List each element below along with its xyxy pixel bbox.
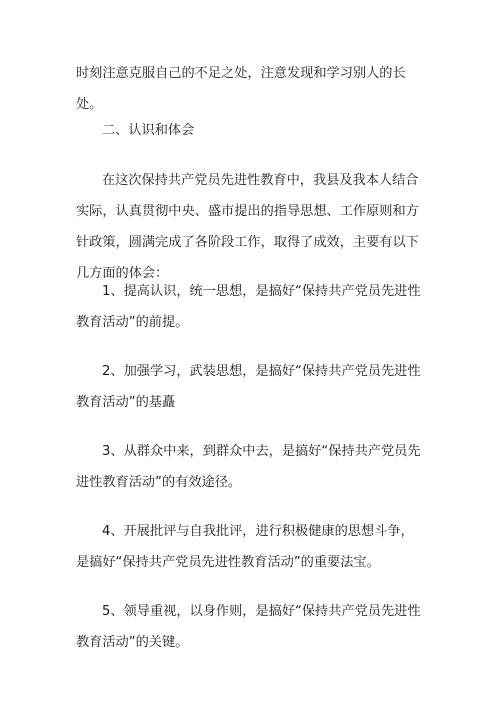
- list-item-5: 5、领导重视，以身作则，是搞好“保持共产党员先进性教育活动”的关键。: [76, 604, 421, 650]
- paragraph-intro: 在这次保持共产党员先进性教育中，我县及我本人结合实际，认真贯彻中央、盛市提出的指导思想、工作原则和方针政策，圆满完成了各阶段工作，取得了成效，主要有以下几方面的体会：: [76, 173, 419, 281]
- list-item-4: 4、开展批评与自我批评，进行积极健康的思想斗争，是搞好“保持共产党员先进性教育活动”的重要法宝。: [76, 524, 414, 570]
- list-item-1: 1、提高认识，统一思想，是搞好“保持共产党员先进性教育活动”的前提。: [76, 284, 421, 330]
- section-heading: 二、认识和体会: [102, 123, 195, 138]
- list-item-2: 2、加强学习，武装思想，是搞好“保持共产党员先进性教育活动”的基矗: [76, 364, 421, 410]
- paragraph-continuation: 时刻注意克服自己的不足之处，注意发现和学习别人的长处。: [76, 66, 406, 112]
- list-item-3: 3、从群众中来，到群众中去，是搞好“保持共产党员先进性教育活动”的有效途径。: [76, 444, 421, 490]
